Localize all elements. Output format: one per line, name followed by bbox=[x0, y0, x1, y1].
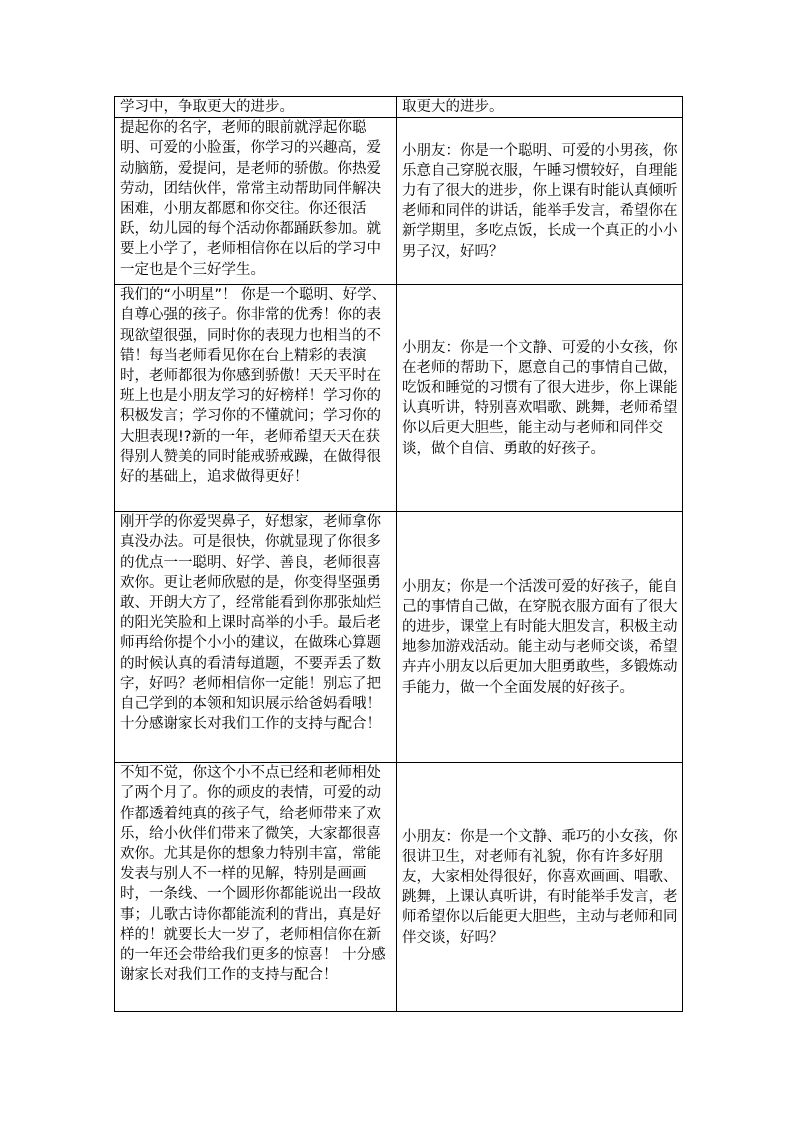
table-row bbox=[115, 118, 683, 285]
comment-cell-right: 小朋友：你是一个文静、可爱的小女孩，你在老师的帮助下，愿意自己的事情自己做，吃饭和睡觉的习惯有了很大进步，你上课能认真听讲，特别喜欢唱歌、跳舞，老师希望你以后更大胆些，能主动与老师和同伴交谈，做个自信、勇敢的好孩子。 bbox=[397, 285, 683, 512]
table-row bbox=[115, 285, 683, 512]
comment-cell-left: 提起你的名字，老师的眼前就浮起你聪明、可爱的小脸蛋，你学习的兴趣高，爱动脑筋，爱提问，是老师的骄傲。你热爱劳动，团结伙伴，常常主动帮助同伴解决困难，小朋友都愿和你交往。你还很活跃，幼儿园的每个活动你都踊跃参加。就要上小学了，老师相信你在以后的学习中一定也是个三好学生。 bbox=[115, 118, 397, 285]
table-row bbox=[115, 97, 683, 118]
comment-cell-right: 小朋友：你是一个聪明、可爱的小男孩，你乐意自己穿脱衣服，午睡习惯较好，自理能力有了很大的进步，你上课有时能认真倾听老师和同伴的讲话，能举手发言，希望你在新学期里，多吃点饭，长成一个真正的小小男子汉，好吗？ bbox=[397, 118, 683, 285]
table-row bbox=[115, 763, 683, 1012]
table-row bbox=[115, 512, 683, 763]
comment-cell-left: 我们的“小明星”！ 你是一个聪明、好学、自尊心强的孩子。你非常的优秀！你的表现欲望很强，同时你的表现力也相当的不错！每当老师看见你在台上精彩的表演时，老师都很为你感到骄傲！天天平时在班上也是小朋友学习的好榜样！学习你的积极发言；学习你的不懂就问；学习你的大胆表现!?新的一年，老师希望天天在获得别人赞美的同时能戒骄戒躁，在做得很好的基础上，追求做得更好！ bbox=[115, 285, 397, 512]
comment-cell-right: 小朋友；你是一个活泼可爱的好孩子，能自己的事情自己做，在穿脱衣服方面有了很大的进步，课堂上有时能大胆发言，积极主动地参加游戏活动。能主动与老师交谈，希望卉卉小朋友以后更加大胆勇敢些，多锻炼动手能力，做一个全面发展的好孩子。 bbox=[397, 512, 683, 763]
comment-cell-left: 不知不觉，你这个小不点已经和老师相处了两个月了。你的顽皮的表情，可爱的动作都透着纯真的孩子气，给老师带来了欢乐，给小伙伴们带来了微笑，大家都很喜欢你。尤其是你的想象力特别丰富，常能发表与别人不一样的见解，特别是画画时，一条线、一个圆形你都能说出一段故事；儿歌古诗你都能流利的背出，真是好样的！就要长大一岁了，老师相信你在新的一年还会带给我们更多的惊喜！ 十分感谢家长对我们工作的支持与配合！ bbox=[115, 763, 397, 1012]
comment-cell-right: 取更大的进步。 bbox=[397, 97, 683, 118]
teacher-comments-table bbox=[114, 96, 683, 1012]
comment-cell-left: 刚开学的你爱哭鼻子，好想家，老师拿你真没办法。可是很快，你就显现了你很多的优点一一聪明、好学、善良，老师很喜欢你。更让老师欣慰的是，你变得坚强勇敢、开朗大方了，经常能看到你那张灿烂的阳光笑脸和上课时高举的小手。最后老师再给你提个小小的建议，在做珠心算题的时候认真的看清每道题，不要弄丢了数字，好吗？老师相信你一定能！别忘了把自己学到的本领和知识展示给爸妈看哦！ 十分感谢家长对我们工作的支持与配合！ bbox=[115, 512, 397, 763]
comment-cell-left: 学习中，争取更大的进步。 bbox=[115, 97, 397, 118]
comment-cell-right: 小朋友：你是一个文静、乖巧的小女孩，你很讲卫生，对老师有礼貌，你有许多好朋友，大家相处得很好，你喜欢画画、唱歌、跳舞，上课认真听讲，有时能举手发言，老师希望你以后能更大胆些，主动与老师和同伴交谈，好吗？ bbox=[397, 763, 683, 1012]
